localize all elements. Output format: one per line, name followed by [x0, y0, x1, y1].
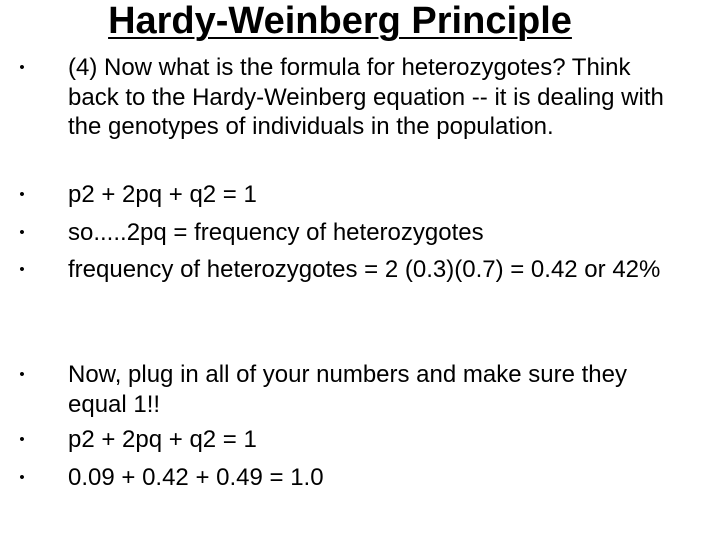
bullet-dot: •: [19, 261, 25, 278]
bullet-dot: •: [19, 224, 25, 241]
bullet-dot: •: [19, 59, 25, 76]
bullet-dot: •: [19, 469, 25, 486]
bullet-dot: •: [19, 186, 25, 203]
bullet-text: p2 + 2pq + q2 = 1: [68, 181, 257, 208]
bullet-text: (4) Now what is the formula for heterozygotes? Think back to the Hardy-Weinberg equation -- it is dealing with the genotypes of individuals in the population.: [68, 54, 664, 140]
bullet-dot: •: [19, 431, 25, 448]
slide-title-text: Hardy-Weinberg Principle: [108, 0, 572, 42]
bullet-text: p2 + 2pq + q2 = 1: [68, 426, 257, 453]
bullet-text: so.....2pq = frequency of heterozygotes: [68, 219, 484, 246]
bullet-text: Now, plug in all of your numbers and make sure they equal 1!!: [68, 361, 627, 418]
bullet-dot: •: [19, 366, 25, 383]
bullet-text: frequency of heterozygotes = 2 (0.3)(0.7) = 0.42 or 42%: [68, 256, 661, 283]
bullet-text: 0.09 + 0.42 + 0.49 = 1.0: [68, 464, 324, 491]
